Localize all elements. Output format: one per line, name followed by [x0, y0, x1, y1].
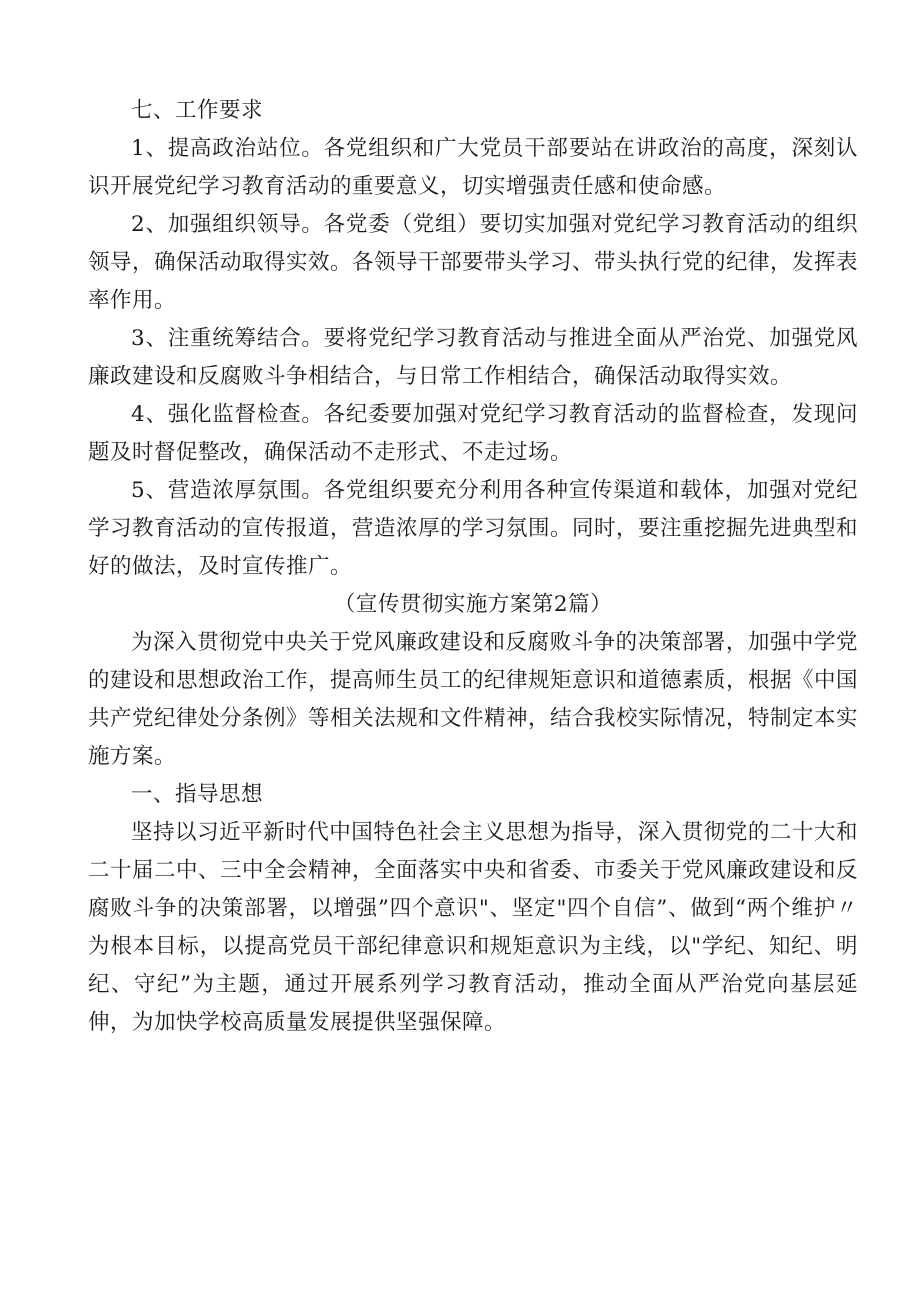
requirement-item-3: 3、注重统筹结合。要将党纪学习教育活动与推进全面从严治党、加强党风廉政建设和反腐败斗争相结合，与日常工作相结合，确保活动取得实效。 — [88, 326, 858, 389]
section-1-body: 坚持以习近平新时代中国特色社会主义思想为指导，深入贯彻党的二十大和二十届二中、三中全会精神，全面落实中央和省委、市委关于党风廉政建设和反腐败斗争的决策部署，以增强”四个意识"、坚定"四个自信”、做到“两个维护〃为根本目标，以提高党员干部纪律意识和规矩意识为主线，以"学纪、知纪、明纪、守纪”为主题，通过开展系列学习教育活动，推动全面从严治党向基层延伸，为加快学校高质量发展提供坚强保障。 — [88, 820, 859, 1035]
requirement-item-5: 5、营造浓厚氛围。各党组织要充分利用各种宣传渠道和载体，加强对党纪学习教育活动的宣传报道，营造浓厚的学习氛围。同时，要注重挖掘先进典型和好的做法，及时宣传推广。 — [88, 478, 859, 579]
document-2-intro: 为深入贯彻党中央关于党风廉政建设和反腐败斗争的决策部署，加强中学党的建设和思想政治工作，提高师生员工的纪律规矩意识和道德素质，根据《中国共产党纪律处分条例》等相关法规和文件精神，结合我校实际情况，特制定本实施方案。 — [88, 630, 859, 769]
requirement-item-4: 4、强化监督检查。各纪委要加强对党纪学习教育活动的监督检查，发现问题及时督促整改，确保活动不走形式、不走过场。 — [88, 402, 858, 465]
section-1-heading: 一、指导思想 — [131, 782, 264, 807]
requirement-item-1: 1、提高政治站位。各党组织和广大党员干部要站在讲政治的高度，深刻认识开展党纪学习教育活动的重要意义，切实增强责任感和使命感。 — [88, 136, 858, 199]
section-7-heading: 七、工作要求 — [131, 98, 264, 123]
requirement-item-2: 2、加强组织领导。各党委（党组）要切实加强对党纪学习教育活动的组织领导，确保活动取得实效。各领导干部要带头学习、带头执行党的纪律，发挥表率作用。 — [88, 212, 859, 313]
document-2-title: （宣传贯彻实施方案第2篇） — [333, 592, 613, 617]
document-page — [88, 92, 858, 1042]
